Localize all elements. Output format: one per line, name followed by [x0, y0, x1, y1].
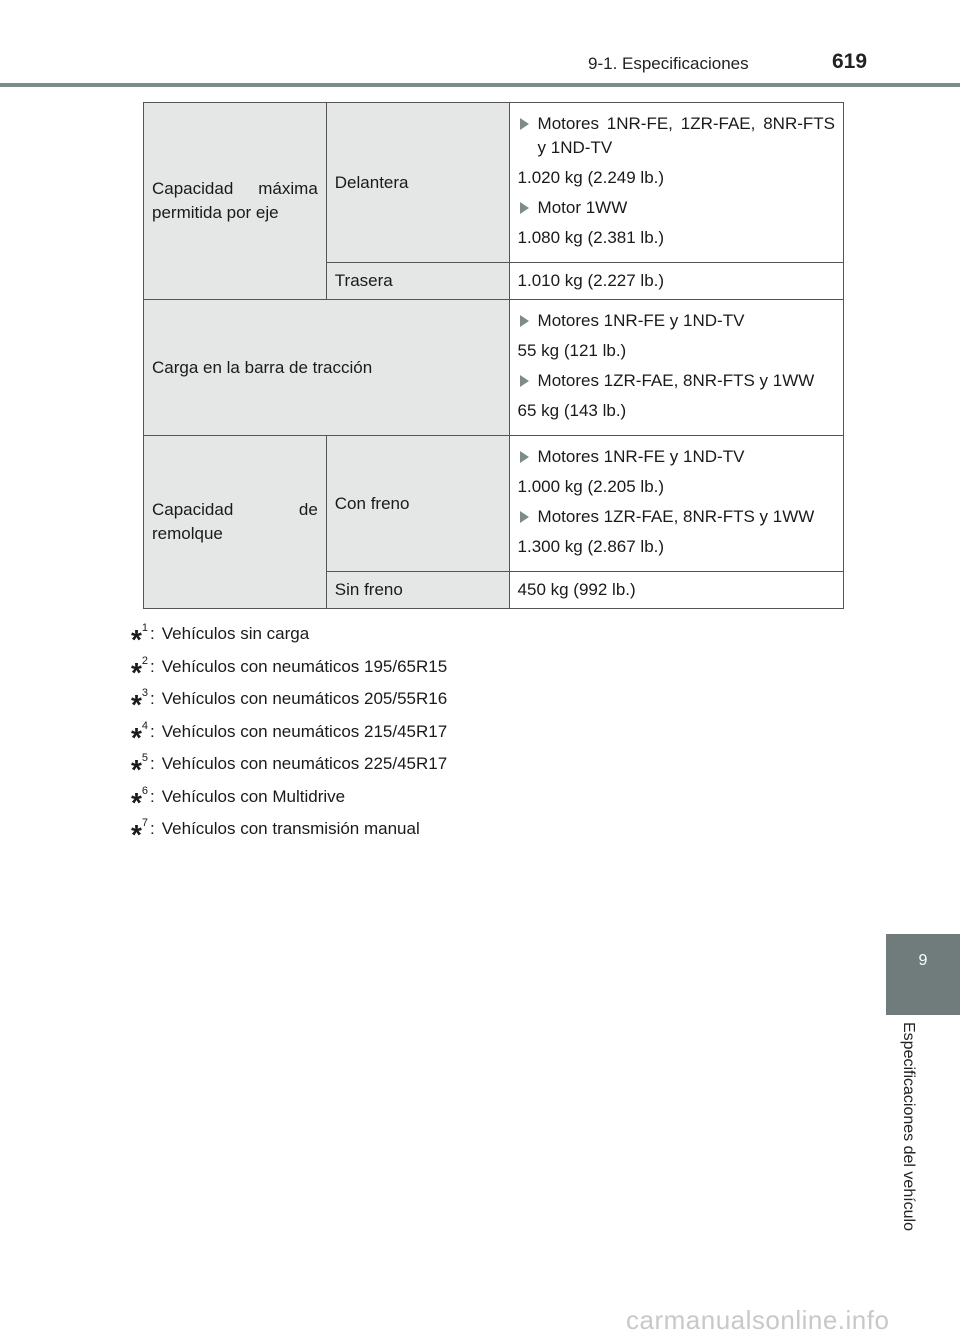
footnote-number: 4 — [141, 719, 149, 732]
drawbar-load-label: Carga en la barra de tracción — [144, 300, 510, 436]
chapter-number: 9 — [918, 952, 928, 969]
weight-value: 1.300 kg (2.867 lb.) — [517, 537, 665, 556]
footnote-number: 2 — [141, 654, 149, 667]
footnote: * $^5$ : Vehículos con neumáticos 225/45R17 — [131, 752, 448, 786]
footnote-number: 7 — [141, 817, 149, 830]
footnote-mark: * — [131, 786, 142, 818]
bullet-triangle-icon — [520, 451, 529, 463]
footnote-mark: * — [131, 721, 142, 753]
footnote-number: 6 — [141, 784, 149, 797]
footnote-text: Vehículos con neumáticos 195/65R15 — [161, 656, 448, 676]
braked-values — [509, 436, 843, 572]
bullet-triangle-icon — [520, 315, 529, 327]
footnote-number: 1 — [141, 622, 149, 635]
footnote-text: Vehículos con transmisión manual — [161, 819, 420, 839]
weight-value: 1.000 kg (2.205 lb.) — [517, 477, 665, 496]
engine-group: Motores 1NR-FE y 1ND-TV — [537, 447, 745, 466]
footnote-mark: * — [131, 689, 142, 721]
footnote-mark: * — [131, 624, 142, 656]
chapter-tab — [886, 934, 960, 1015]
footnote: * $^6$ : Vehículos con Multidrive — [131, 784, 346, 818]
page-number: 619 — [832, 50, 868, 73]
engine-group: Motor 1WW — [537, 198, 628, 217]
footnote: * $^1$ : Vehículos sin carga — [131, 622, 310, 656]
section-title: 9-1. Especificaciones — [588, 54, 749, 73]
chapter-label: Especificaciones del vehículo — [900, 1022, 917, 1232]
bullet-triangle-icon — [520, 511, 529, 523]
footnotes — [131, 618, 448, 851]
footnote-text: Vehículos con neumáticos 225/45R17 — [161, 754, 448, 774]
weight-value: 65 kg (143 lb.) — [517, 401, 627, 420]
engine-group: Motores 1ZR-FAE, 8NR-FTS y 1WW — [537, 507, 815, 526]
bullet-triangle-icon — [520, 375, 529, 387]
footnote: * $^7$ : Vehículos con transmisión manual — [131, 817, 420, 851]
footnote: * $^2$ : Vehículos con neumáticos 195/65R15 — [131, 654, 448, 688]
footnote-mark: * — [131, 819, 142, 851]
front-axle-label: Delantera — [326, 103, 509, 263]
footnote-text: Vehículos sin carga — [161, 624, 310, 644]
unbraked-value: 450 kg (992 lb.) — [509, 572, 843, 609]
footnote-mark: * — [131, 656, 142, 688]
weight-value: 55 kg (121 lb.) — [517, 341, 627, 360]
braked-label: Con freno — [326, 436, 509, 572]
bullet-triangle-icon — [520, 202, 529, 214]
footnote-text: Vehículos con neumáticos 215/45R17 — [161, 721, 448, 741]
footnote: * $^3$ : Vehículos con neumáticos 205/55R16 — [131, 687, 448, 721]
rear-axle-label: Trasera — [326, 263, 509, 300]
bullet-triangle-icon — [520, 118, 529, 130]
engine-group: Motores 1NR-FE, 1ZR-FAE, 8NR-FTS y 1ND-TV — [537, 114, 835, 157]
footnote-number: 3 — [141, 687, 149, 700]
table-row — [144, 436, 844, 572]
weight-value: 1.020 kg (2.249 lb.) — [517, 168, 665, 187]
header-divider — [0, 83, 960, 87]
footnote-text: Vehículos con Multidrive — [161, 786, 346, 806]
footnote-mark: * — [131, 754, 142, 786]
axle-capacity-label: Capacidad máxima permitida por eje — [144, 103, 327, 300]
unbraked-label: Sin freno — [326, 572, 509, 609]
table-row — [144, 103, 844, 263]
weight-value: 1.080 kg (2.381 lb.) — [517, 228, 665, 247]
footnote-number: 5 — [141, 752, 149, 765]
rear-axle-value: 1.010 kg (2.227 lb.) — [509, 263, 843, 300]
footnote-text: Vehículos con neumáticos 205/55R16 — [161, 689, 448, 709]
drawbar-load-values — [509, 300, 843, 436]
front-axle-values — [509, 103, 843, 263]
engine-group: Motores 1NR-FE y 1ND-TV — [537, 311, 745, 330]
towing-capacity-label: Capacidad de remolque — [144, 436, 327, 609]
engine-group: Motores 1ZR-FAE, 8NR-FTS y 1WW — [537, 371, 815, 390]
footnote: * $^4$ : Vehículos con neumáticos 215/45R17 — [131, 719, 448, 753]
watermark: carmanualsonline.info — [626, 1305, 890, 1335]
specifications-table — [143, 102, 844, 609]
table-row — [144, 300, 844, 436]
